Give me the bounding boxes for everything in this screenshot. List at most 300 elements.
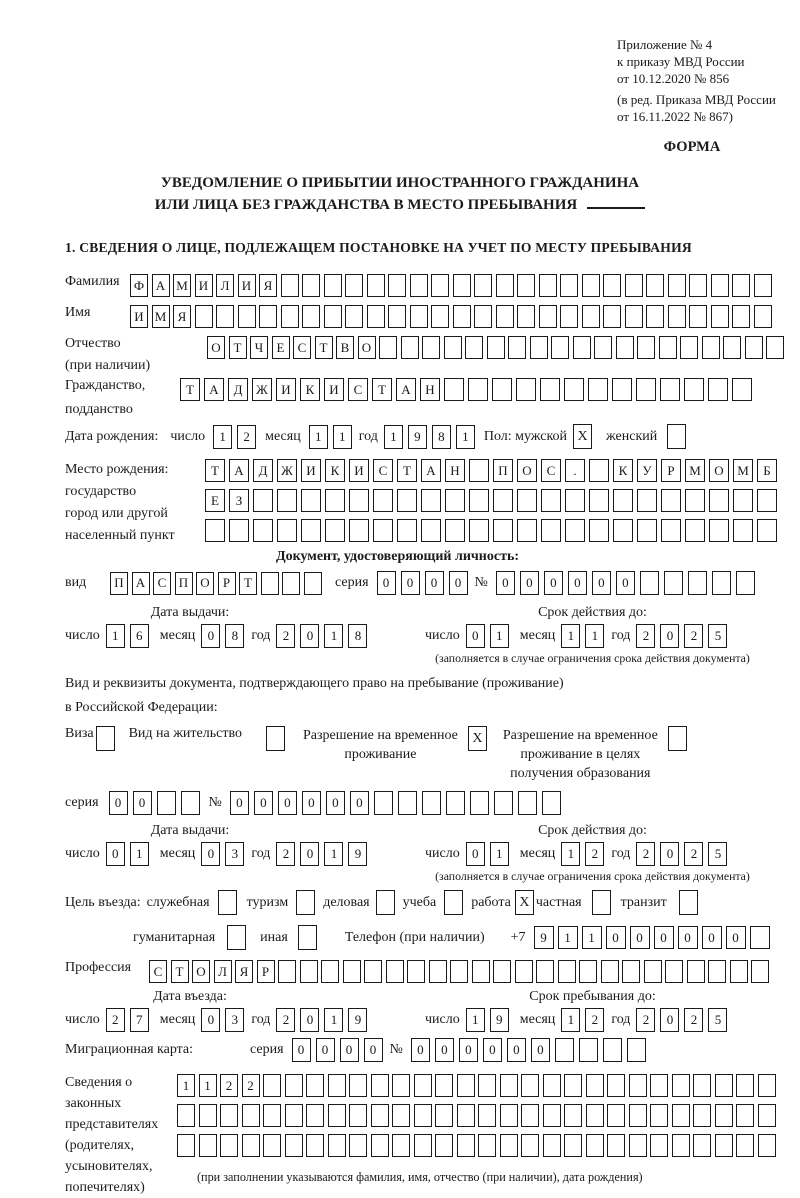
char-box[interactable]: А [152,274,170,297]
char-box[interactable]: 0 [466,842,485,866]
char-box[interactable]: И [195,274,213,297]
char-box[interactable] [325,519,345,542]
char-box[interactable]: Т [315,336,333,359]
char-box[interactable] [693,1074,711,1097]
char-box[interactable]: 2 [636,842,655,866]
char-box[interactable]: 0 [230,791,249,815]
char-box[interactable] [444,378,464,401]
char-box[interactable] [644,960,662,983]
char-box[interactable]: 2 [106,1008,125,1032]
char-box[interactable] [758,1104,776,1127]
char-box[interactable] [661,489,681,512]
char-box[interactable]: 8 [432,425,451,449]
temp-residence-education-checkbox[interactable] [668,726,687,751]
char-box[interactable] [564,1074,582,1097]
char-box[interactable] [469,459,489,482]
char-box[interactable] [573,336,591,359]
char-box[interactable] [607,1134,625,1157]
char-box[interactable] [429,960,447,983]
char-box[interactable] [324,305,342,328]
char-box[interactable] [564,378,584,401]
char-box[interactable] [603,305,621,328]
char-box[interactable]: Р [218,572,236,595]
char-box[interactable] [551,336,569,359]
char-box[interactable] [371,1074,389,1097]
char-box[interactable] [664,571,683,595]
char-box[interactable] [589,489,609,512]
char-box[interactable] [263,1074,281,1097]
char-box[interactable] [622,960,640,983]
char-box[interactable] [301,489,321,512]
char-box[interactable]: Т [229,336,247,359]
char-box[interactable] [636,378,656,401]
char-box[interactable] [715,1074,733,1097]
char-box[interactable]: 9 [408,425,427,449]
char-box[interactable] [539,305,557,328]
char-box[interactable]: 0 [364,1038,383,1062]
char-box[interactable] [220,1104,238,1127]
char-box[interactable] [445,489,465,512]
char-box[interactable] [388,305,406,328]
char-box[interactable]: 0 [496,571,515,595]
char-box[interactable] [672,1134,690,1157]
char-box[interactable]: 9 [348,1008,367,1032]
char-box[interactable]: Т [372,378,392,401]
char-box[interactable]: 1 [561,624,580,648]
char-box[interactable] [492,378,512,401]
char-box[interactable]: У [637,459,657,482]
char-box[interactable] [709,519,729,542]
char-box[interactable]: Я [235,960,253,983]
char-box[interactable] [277,489,297,512]
char-box[interactable]: М [173,274,191,297]
char-box[interactable] [349,1134,367,1157]
char-box[interactable]: Ф [130,274,148,297]
char-box[interactable]: 1 [309,425,328,449]
char-box[interactable] [736,1074,754,1097]
char-box[interactable]: 0 [201,842,220,866]
purpose-tourism-checkbox[interactable] [296,890,315,915]
char-box[interactable]: Я [173,305,191,328]
char-box[interactable]: 1 [333,425,352,449]
char-box[interactable] [500,1074,518,1097]
char-box[interactable] [757,519,777,542]
char-box[interactable]: Ж [277,459,297,482]
char-box[interactable]: 1 [490,624,509,648]
char-box[interactable]: 0 [300,624,319,648]
char-box[interactable] [321,960,339,983]
char-box[interactable]: 0 [435,1038,454,1062]
char-box[interactable] [625,274,643,297]
char-box[interactable] [302,305,320,328]
char-box[interactable]: 0 [678,926,698,949]
char-box[interactable] [242,1104,260,1127]
char-box[interactable]: 2 [276,1008,295,1032]
char-box[interactable] [637,519,657,542]
char-box[interactable] [629,1104,647,1127]
char-box[interactable] [349,1074,367,1097]
char-box[interactable]: 1 [466,1008,485,1032]
char-box[interactable] [328,1104,346,1127]
char-box[interactable]: Л [216,274,234,297]
char-box[interactable] [220,1134,238,1157]
char-box[interactable] [589,459,609,482]
char-box[interactable]: 0 [531,1038,550,1062]
char-box[interactable] [302,274,320,297]
char-box[interactable] [708,378,728,401]
purpose-work-checkbox[interactable]: X [515,890,534,915]
char-box[interactable] [646,274,664,297]
char-box[interactable]: 0 [459,1038,478,1062]
char-box[interactable]: 0 [302,791,321,815]
char-box[interactable] [750,926,770,949]
char-box[interactable] [517,305,535,328]
char-box[interactable] [414,1074,432,1097]
char-box[interactable]: Т [171,960,189,983]
char-box[interactable]: 2 [636,624,655,648]
char-box[interactable] [579,1038,598,1062]
char-box[interactable]: 1 [106,624,125,648]
char-box[interactable]: 0 [350,791,369,815]
char-box[interactable]: С [348,378,368,401]
char-box[interactable]: 2 [237,425,256,449]
char-box[interactable] [487,336,505,359]
char-box[interactable] [281,305,299,328]
char-box[interactable] [723,336,741,359]
char-box[interactable] [177,1134,195,1157]
char-box[interactable] [242,1134,260,1157]
char-box[interactable] [539,274,557,297]
char-box[interactable] [586,1134,604,1157]
char-box[interactable]: 3 [225,1008,244,1032]
char-box[interactable] [282,572,300,595]
char-box[interactable] [541,519,561,542]
char-box[interactable]: С [293,336,311,359]
char-box[interactable]: 1 [213,425,232,449]
char-box[interactable] [205,519,225,542]
char-box[interactable] [465,336,483,359]
char-box[interactable]: 0 [592,571,611,595]
char-box[interactable] [324,274,342,297]
char-box[interactable] [199,1104,217,1127]
char-box[interactable] [410,274,428,297]
char-box[interactable]: 5 [708,1008,727,1032]
char-box[interactable] [736,1134,754,1157]
char-box[interactable] [453,274,471,297]
purpose-business-checkbox[interactable] [376,890,395,915]
char-box[interactable] [457,1074,475,1097]
char-box[interactable] [560,274,578,297]
char-box[interactable]: 2 [684,624,703,648]
char-box[interactable]: 0 [520,571,539,595]
char-box[interactable] [688,571,707,595]
purpose-transit-checkbox[interactable] [679,890,698,915]
char-box[interactable]: А [421,459,441,482]
char-box[interactable] [625,305,643,328]
char-box[interactable]: А [132,572,150,595]
char-box[interactable] [637,336,655,359]
char-box[interactable]: 0 [466,624,485,648]
char-box[interactable] [435,1074,453,1097]
char-box[interactable]: О [196,572,214,595]
char-box[interactable] [733,489,753,512]
char-box[interactable]: 0 [425,571,444,595]
char-box[interactable] [508,336,526,359]
char-box[interactable] [758,1074,776,1097]
char-box[interactable] [650,1104,668,1127]
char-box[interactable] [715,1134,733,1157]
char-box[interactable] [629,1134,647,1157]
char-box[interactable] [558,960,576,983]
char-box[interactable]: 0 [316,1038,335,1062]
char-box[interactable]: 0 [326,791,345,815]
char-box[interactable] [277,519,297,542]
temp-residence-checkbox[interactable]: X [468,726,487,751]
char-box[interactable] [668,274,686,297]
char-box[interactable] [708,960,726,983]
char-box[interactable]: Л [214,960,232,983]
char-box[interactable] [373,489,393,512]
char-box[interactable] [543,1074,561,1097]
char-box[interactable] [407,960,425,983]
char-box[interactable]: 1 [561,1008,580,1032]
char-box[interactable] [349,519,369,542]
char-box[interactable] [306,1074,324,1097]
char-box[interactable] [469,489,489,512]
char-box[interactable] [300,960,318,983]
char-box[interactable] [392,1134,410,1157]
char-box[interactable]: Е [272,336,290,359]
char-box[interactable] [689,305,707,328]
char-box[interactable]: Р [257,960,275,983]
char-box[interactable] [521,1104,539,1127]
char-box[interactable]: О [709,459,729,482]
sex-female-checkbox[interactable] [667,424,686,449]
char-box[interactable] [754,305,772,328]
char-box[interactable]: М [685,459,705,482]
char-box[interactable] [730,960,748,983]
char-box[interactable]: 0 [106,842,125,866]
char-box[interactable]: 8 [348,624,367,648]
char-box[interactable]: Н [445,459,465,482]
char-box[interactable] [263,1104,281,1127]
char-box[interactable]: О [517,459,537,482]
char-box[interactable] [685,489,705,512]
char-box[interactable] [421,489,441,512]
char-box[interactable] [349,489,369,512]
char-box[interactable] [564,1134,582,1157]
char-box[interactable] [693,1104,711,1127]
char-box[interactable]: 3 [225,842,244,866]
char-box[interactable] [306,1134,324,1157]
char-box[interactable]: 0 [654,926,674,949]
char-box[interactable] [516,378,536,401]
char-box[interactable]: И [238,274,256,297]
char-box[interactable] [555,1038,574,1062]
char-box[interactable] [646,305,664,328]
char-box[interactable] [612,378,632,401]
char-box[interactable] [500,1104,518,1127]
char-box[interactable]: 7 [130,1008,149,1032]
char-box[interactable] [401,336,419,359]
char-box[interactable]: 2 [636,1008,655,1032]
char-box[interactable]: 1 [585,624,604,648]
char-box[interactable]: 1 [490,842,509,866]
char-box[interactable]: С [541,459,561,482]
char-box[interactable]: И [130,305,148,328]
char-box[interactable] [470,791,489,815]
char-box[interactable]: 6 [130,624,149,648]
char-box[interactable]: 9 [534,926,554,949]
char-box[interactable] [530,336,548,359]
char-box[interactable]: 2 [585,842,604,866]
char-box[interactable]: 9 [348,842,367,866]
char-box[interactable]: 0 [630,926,650,949]
char-box[interactable] [157,791,176,815]
char-box[interactable] [238,305,256,328]
char-box[interactable]: 0 [660,624,679,648]
char-box[interactable] [650,1074,668,1097]
char-box[interactable] [397,519,417,542]
char-box[interactable]: М [733,459,753,482]
char-box[interactable] [640,571,659,595]
char-box[interactable]: 0 [544,571,563,595]
char-box[interactable] [496,305,514,328]
char-box[interactable] [493,519,513,542]
char-box[interactable]: 0 [606,926,626,949]
purpose-official-checkbox[interactable] [218,890,237,915]
char-box[interactable]: К [300,378,320,401]
char-box[interactable]: 0 [300,842,319,866]
char-box[interactable]: А [229,459,249,482]
char-box[interactable]: П [175,572,193,595]
char-box[interactable] [422,336,440,359]
char-box[interactable] [711,274,729,297]
char-box[interactable]: Я [259,274,277,297]
char-box[interactable]: 1 [582,926,602,949]
char-box[interactable] [349,1104,367,1127]
char-box[interactable]: О [207,336,225,359]
char-box[interactable]: И [324,378,344,401]
char-box[interactable] [496,274,514,297]
char-box[interactable] [431,274,449,297]
char-box[interactable] [414,1104,432,1127]
char-box[interactable] [582,305,600,328]
char-box[interactable]: 2 [684,842,703,866]
char-box[interactable] [517,519,537,542]
char-box[interactable] [684,378,704,401]
char-box[interactable]: 2 [684,1008,703,1032]
char-box[interactable] [613,519,633,542]
char-box[interactable]: И [301,459,321,482]
char-box[interactable]: И [276,378,296,401]
char-box[interactable] [328,1134,346,1157]
char-box[interactable] [253,519,273,542]
char-box[interactable]: Д [253,459,273,482]
char-box[interactable]: 2 [220,1074,238,1097]
char-box[interactable] [325,489,345,512]
char-box[interactable] [521,1134,539,1157]
purpose-private-checkbox[interactable] [592,890,611,915]
char-box[interactable] [579,960,597,983]
char-box[interactable] [261,572,279,595]
char-box[interactable] [613,489,633,512]
char-box[interactable] [709,489,729,512]
char-box[interactable] [680,336,698,359]
char-box[interactable] [515,960,533,983]
char-box[interactable] [435,1104,453,1127]
char-box[interactable] [560,305,578,328]
char-box[interactable] [493,960,511,983]
char-box[interactable] [478,1104,496,1127]
char-box[interactable] [616,336,634,359]
char-box[interactable] [468,378,488,401]
char-box[interactable] [474,305,492,328]
char-box[interactable]: 9 [490,1008,509,1032]
char-box[interactable] [689,274,707,297]
char-box[interactable] [285,1074,303,1097]
char-box[interactable] [474,274,492,297]
char-box[interactable] [766,336,784,359]
char-box[interactable]: . [565,459,585,482]
char-box[interactable] [650,1134,668,1157]
char-box[interactable]: 0 [340,1038,359,1062]
char-box[interactable]: 0 [109,791,128,815]
char-box[interactable] [328,1074,346,1097]
char-box[interactable]: П [110,572,128,595]
char-box[interactable] [712,571,731,595]
char-box[interactable]: Т [180,378,200,401]
char-box[interactable] [195,305,213,328]
char-box[interactable]: 0 [660,1008,679,1032]
char-box[interactable]: К [325,459,345,482]
char-box[interactable]: 1 [456,425,475,449]
char-box[interactable] [607,1074,625,1097]
char-box[interactable] [469,519,489,542]
char-box[interactable] [536,960,554,983]
char-box[interactable] [586,1074,604,1097]
char-box[interactable]: 0 [401,571,420,595]
char-box[interactable]: 0 [300,1008,319,1032]
char-box[interactable] [445,519,465,542]
char-box[interactable]: Д [228,378,248,401]
char-box[interactable]: Р [661,459,681,482]
char-box[interactable]: Б [757,459,777,482]
char-box[interactable]: Н [420,378,440,401]
char-box[interactable] [500,1134,518,1157]
char-box[interactable] [263,1134,281,1157]
char-box[interactable]: Е [205,489,225,512]
char-box[interactable] [518,791,537,815]
char-box[interactable] [446,791,465,815]
char-box[interactable]: М [152,305,170,328]
char-box[interactable] [758,1134,776,1157]
char-box[interactable]: 0 [201,624,220,648]
char-box[interactable] [478,1134,496,1157]
char-box[interactable] [543,1104,561,1127]
char-box[interactable] [637,489,657,512]
char-box[interactable] [754,274,772,297]
char-box[interactable]: 1 [130,842,149,866]
char-box[interactable] [517,489,537,512]
char-box[interactable] [672,1104,690,1127]
char-box[interactable] [345,274,363,297]
char-box[interactable] [660,378,680,401]
char-box[interactable] [388,274,406,297]
char-box[interactable] [379,336,397,359]
char-box[interactable] [374,791,393,815]
char-box[interactable]: 1 [199,1074,217,1097]
